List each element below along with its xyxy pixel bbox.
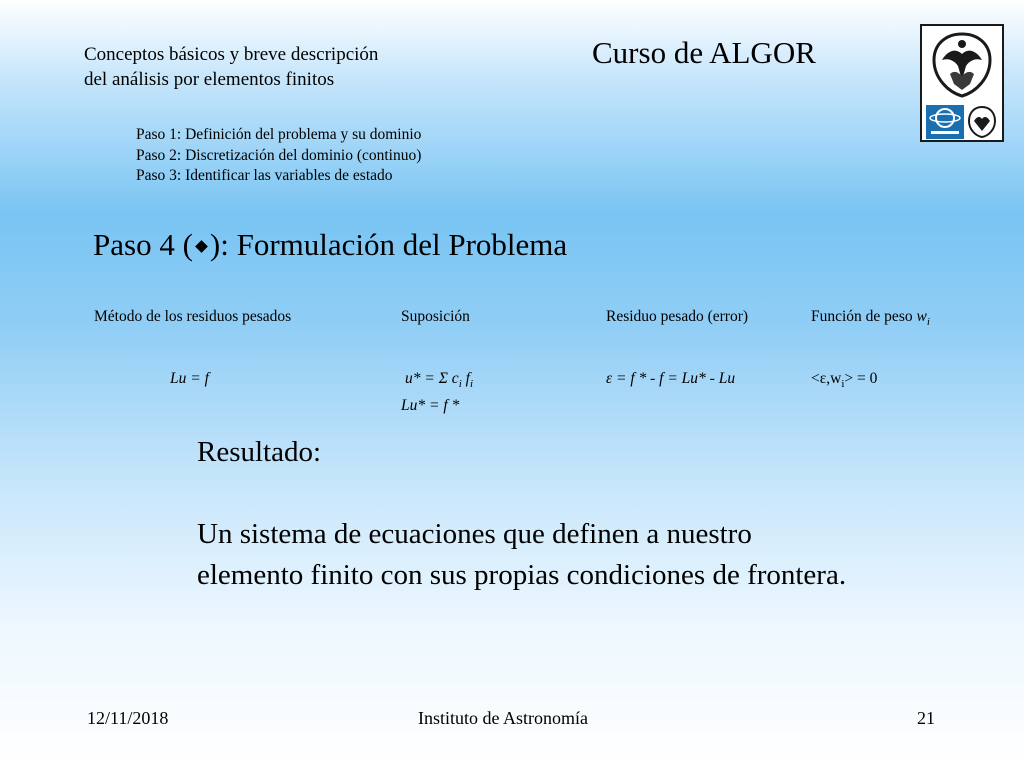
eq-part: <ε,w <box>811 370 842 387</box>
eq-part: u* = Σ c <box>405 370 459 387</box>
result-block <box>197 432 997 596</box>
steps-list <box>136 125 421 187</box>
result-label: Resultado: <box>197 436 322 468</box>
unam-crest-icon <box>926 30 998 100</box>
weight-label: Función de peso <box>811 308 917 325</box>
equation-assumption-line2 <box>401 395 473 416</box>
footer-institute: Instituto de Astronomía <box>418 708 588 728</box>
unam-logo <box>920 24 1004 142</box>
equation-assumption-line1 <box>401 368 473 395</box>
equation-residual <box>606 368 735 389</box>
step-item: Paso 2: Discretización del dominio (continuo) <box>136 146 422 164</box>
eq-sub: i <box>841 378 845 391</box>
equation-weight <box>811 368 877 395</box>
equation-method <box>170 368 209 389</box>
header-subtitle-line1: Conceptos básicos y breve descripción <box>84 44 379 65</box>
weight-var: w <box>916 308 927 325</box>
footer-page-number: 21 <box>917 708 935 728</box>
column-header-assumption: Suposición <box>401 308 470 325</box>
eq-part: Lu* = f * <box>401 397 460 415</box>
eq-residual-text: ε = f * - f = Lu* - Lu <box>606 370 736 387</box>
column-header-method: Método de los residuos pesados <box>94 308 292 325</box>
column-header-weight <box>811 306 930 333</box>
diamond-icon <box>195 240 208 253</box>
header-subtitle <box>84 42 504 92</box>
slide-title-before: Paso 4 ( <box>93 227 193 262</box>
column-header-residual: Residuo pesado (error) <box>606 308 749 325</box>
equation-lu: Lu = f <box>170 370 209 387</box>
eq-part: f <box>461 370 470 387</box>
eq-part: > = 0 <box>844 370 878 387</box>
equation-assumption <box>401 368 473 416</box>
eq-sub: i <box>458 378 462 391</box>
eq-sub: i <box>469 378 473 391</box>
step-item: Paso 1: Definición del problema y su dominio <box>136 126 422 143</box>
slide-title <box>93 225 567 265</box>
result-line2: elemento finito con sus propias condiciones de frontera. <box>197 559 847 591</box>
course-title: Curso de ALGOR <box>592 35 816 70</box>
slide-title-after: ): Formulación del Problema <box>209 227 568 262</box>
unam-seal-icon <box>966 105 998 139</box>
footer-date: 12/11/2018 <box>87 708 169 728</box>
result-line1: Un sistema de ecuaciones que definen a nuestro <box>197 518 752 550</box>
instituto-astronomia-logo <box>926 105 964 139</box>
weight-sub: i <box>926 316 930 329</box>
header-subtitle-line2: del análisis por elementos finitos <box>84 69 335 90</box>
step-item: Paso 3: Identificar las variables de estado <box>136 167 393 184</box>
